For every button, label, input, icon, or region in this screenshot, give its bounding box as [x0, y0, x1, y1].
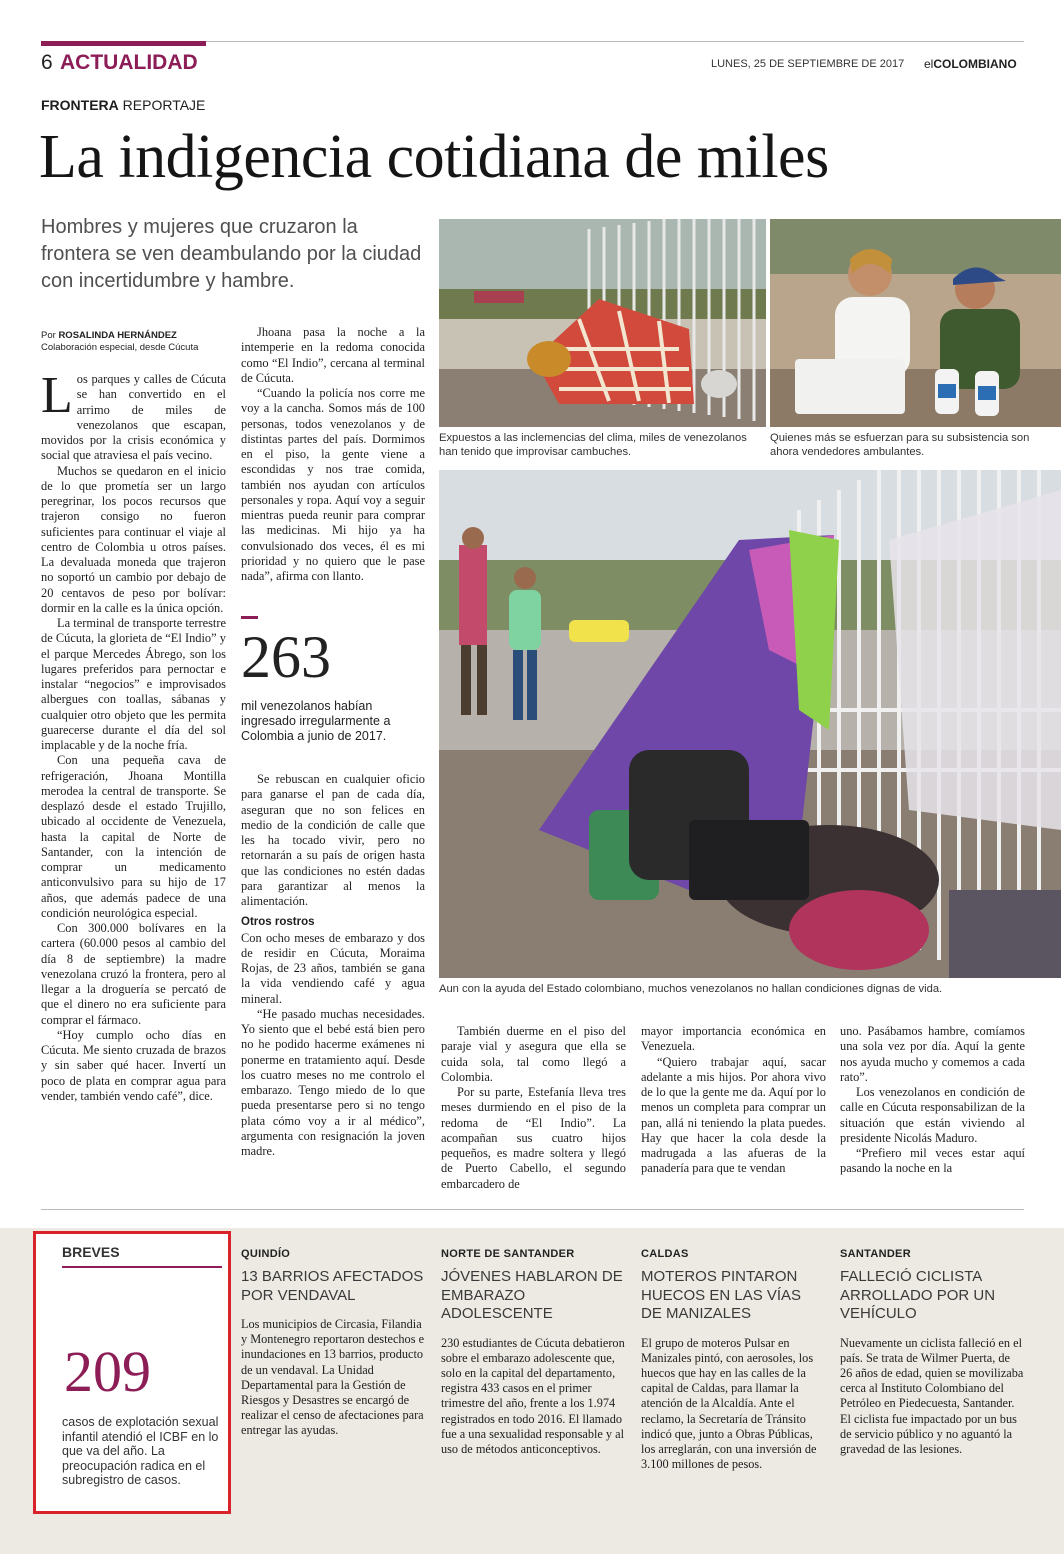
brief-item: [840, 1248, 1024, 1457]
brief-title: FALLECIÓ CICLISTA ARROLLADO POR UN VEHÍCULO: [840, 1268, 996, 1322]
photo-street-vendors: [770, 219, 1061, 427]
breves-label-underline: [62, 1266, 222, 1268]
paragraph: La terminal de transporte terrestre de Cúcuta, la glorieta de “El Indio” y el parque Mercedes Ábrego, son los lugares preferidos para pernoctar e instalar “negocios” e improvisados albergues con toallas, sábanas y cualquier otro objeto que les permita guarecerse durante el día del sol implacable y de la noche fría.: [41, 616, 226, 752]
dropcap-letter: L: [41, 367, 73, 424]
paragraph: [41, 367, 226, 464]
photo-3-caption: Aun con la ayuda del Estado colombiano, muchos venezolanos no hallan condiciones dignas de vida.: [439, 983, 943, 995]
article-column-4: [641, 1024, 826, 1177]
article-column-2-bottom: [241, 772, 425, 1159]
kicker-topic: FRONTERA: [41, 97, 119, 113]
paragraph: Se rebuscan en cualquier oficio para ganarse el pan de cada día, aseguran que no son felices en medio de la condición de calle que les ha tocado vivir, pero no retornarán a su país de origen hasta que las condiciones no estén dadas para garantizar al menos la alimentación.: [241, 772, 425, 908]
brief-region: SANTANDER: [840, 1248, 911, 1260]
brief-title: JÓVENES HABLARON DE EMBARAZO ADOLESCENTE: [441, 1268, 623, 1322]
paragraph: Muchos se quedaron en el inicio de lo que prometía ser un largo peregrinar, los pocos recursos que trajeron consigo no fueron suficientes para continuar el viaje al centro de Colombia u otros países. La devaluada moneda que trajeron no soportó un cambio por debajo de 20 centavos de peso por bolívar: dormir en la calle es la única opción.: [41, 463, 226, 615]
breves-stat-number: 209: [64, 1339, 151, 1404]
brief-region: QUINDÍO: [241, 1248, 291, 1260]
byline: [41, 330, 226, 354]
stat-number: 263: [241, 624, 331, 690]
paragraph: También duerme en el piso del paraje vial y asegura que ella se cuida sola, tal como llegó a Colombia.: [441, 1024, 626, 1084]
paragraph: Por su parte, Estefanía lleva tres meses durmiendo en el piso de la redoma de “El Indio”. La acompañan sus cuatro hijos pequeños, es madre soltera y llegó de Puerto Cabello, el segundo embarcadero de: [441, 1085, 626, 1191]
stat-accent-bar: [241, 616, 258, 619]
article-column-3: [441, 1024, 626, 1192]
byline-prefix: Por: [41, 330, 59, 341]
brief-item: [641, 1248, 826, 1472]
publication-date: LUNES, 25 DE SEPTIEMBRE DE 2017: [711, 58, 905, 70]
paragraph: “He pasado muchas necesidades. Yo siento que el bebé está bien pero no he podido hacerme exámenes ni ponerme en tratamiento aquí. Desde los cuatro meses no me controlo el embarazo. Tengo miedo de lo que pueda presentarse pero si no tengo plata cómo voy a ir al médico”, argumenta con resignación la joven madre.: [241, 1006, 425, 1158]
stat-description: mil venezolanos habían ingresado irregularmente a Colombia a junio de 2017.: [241, 699, 391, 743]
brief-item: [441, 1248, 626, 1457]
breves-top-rule: [41, 1209, 1024, 1210]
article-headline: La indigencia cotidiana de miles: [39, 123, 829, 191]
page-number: 6: [41, 51, 53, 74]
article-subhead: Hombres y mujeres que cruzaron la frontera se ven deambulando por la ciudad con incertidumbre y hambre.: [41, 216, 422, 292]
paragraph: uno. Pasábamos hambre, comíamos una sola vez por día. Aquí la gente nos ayuda mucho y comemos a cada rato”.: [840, 1024, 1025, 1084]
kicker-type: REPORTAJE: [118, 97, 206, 113]
article-column-2-top: [241, 325, 425, 584]
paragraph: Con una pequeña cava de refrigeración, Jhoana Montilla merodea la central de transporte. Se desplazó desde el estado Trujillo, ubicado al occidente de Venezuela, hasta la capital de Norte de Santander, con la intención de comprar un medicamento anticonvulsivo para su hijo de 17 años, que además padece de una condición neurológica especial.: [41, 753, 226, 920]
paragraph: “Cuando la policía nos corre me voy a la cancha. Somos más de 100 personas, todos venezolanos y de distintas partes del país. Dormimos en el piso, la gente viene a escondidas y nos trae comida, también nos ayudan con artículos personales y ropa. Aquí voy a seguir mientras pueda reunir para comprar las medicinas. Mi hijo ya ha convulsionado dos veces, él es mi prioridad y no quiero que le pase nada”, afirma con llanto.: [241, 386, 425, 583]
paragraph: Jhoana pasa la noche a la intemperie en la redoma conocida como “El Indio”, cercana al terminal de Cúcuta.: [241, 325, 425, 385]
article-kicker: [41, 97, 205, 113]
paragraph: Con ocho meses de embarazo y dos de residir en Cúcuta, Moraima Rojas, de 23 años, también se gana la vida vendiendo café y agua mineral.: [241, 930, 425, 1006]
article-column-1: [41, 367, 226, 1104]
photo-family-camp: [439, 470, 1061, 978]
photo-makeshift-shelters: [439, 219, 766, 427]
photo-2-caption: Quienes más se esfuerzan para su subsistencia son ahora vendedores ambulantes.: [770, 432, 1030, 458]
section-subheading: Otros rostros: [241, 916, 315, 929]
article-column-5: [840, 1024, 1025, 1177]
paragraph: “Prefiero mil veces estar aquí pasando la noche en la: [840, 1146, 1025, 1176]
paragraph: Con 300.000 bolívares en la cartera (60.000 pesos al cambio del día 8 de septiembre) la madre venezolana cruzó la frontera, pero al llegar a la droguería se percató de que el dinero no era suficiente para comprar el fármaco.: [41, 921, 226, 1027]
section-title: ACTUALIDAD: [60, 51, 198, 74]
paragraph: “Hoy cumplo ocho días en Cúcuta. Me siento cruzada de brazos y sin saber qué hacer. Invertí un poco de plata en comprar agua para vender, también vendo café”, dice.: [41, 1027, 226, 1103]
newspaper-brand: [924, 57, 1017, 71]
section-accent-bar: [41, 41, 206, 46]
brief-body: El grupo de moteros Pulsar en Manizales pintó, con aerosoles, los huecos que hay en las calles de la capital de Caldas, para llamar la atención de la Alcaldía. Ante el reclamo, la Secretaría de Tránsito indicó que, junto a Obras Públicas, los arreglarán, con una inversión de 3.100 millones de pesos.: [641, 1335, 817, 1472]
photo-makeshift-shelters-image: [439, 219, 766, 427]
brief-region: NORTE DE SANTANDER: [441, 1248, 575, 1260]
byline-author: ROSALINDA HERNÁNDEZ: [58, 330, 177, 341]
brief-body: 230 estudiantes de Cúcuta debatieron sobre el embarazo adolescente que, solo en la capital del departamento, registra 433 casos en el primer trimestre del año, frente a los 1.974 registrados en todo 2016. El llamado fue a una sexualidad responsable y al uso de métodos anticonceptivos.: [441, 1335, 625, 1456]
paragraph: Los venezolanos en condición de calle en Cúcuta responsabilizan de la situación que están viviendo al presidente Nicolás Maduro.: [840, 1085, 1025, 1145]
breves-label: BREVES: [62, 1244, 120, 1260]
paragraph: “Quiero trabajar aquí, sacar adelante a mis hijos. Por ahora vivo de lo que la gente me da. Aquí por lo menos un completa para comprar un pan, allá ni teniendo la plata puedes. Hay que hacer la cola desde la madrugada a las afueras de la panadería para que te vendan: [641, 1054, 826, 1176]
paragraph: mayor importancia económica en Venezuela.: [641, 1024, 826, 1054]
breves-stat-description: casos de explotación sexual infantil atendió el ICBF en lo que va del año. La preocupación radica en el subregistro de casos.: [62, 1415, 219, 1487]
brief-title: MOTEROS PINTARON HUECOS EN LAS VÍAS DE MANIZALES: [641, 1268, 802, 1322]
brief-title: 13 BARRIOS AFECTADOS POR VENDAVAL: [241, 1268, 424, 1304]
brand-name: COLOMBIANO: [933, 57, 1017, 71]
photo-street-vendors-image: [770, 219, 1061, 427]
photo-1-caption: Expuestos a las inclemencias del clima, miles de venezolanos han tenido que improvisar cambuches.: [439, 432, 747, 458]
brief-item: [241, 1248, 425, 1439]
byline-author-line: [41, 330, 226, 342]
brief-region: CALDAS: [641, 1248, 689, 1260]
photo-family-camp-image: [439, 470, 1061, 978]
paragraph-text: os parques y calles de Cúcuta se han convertido en el arrimo de miles de venezolanos que escapan, movidos por la crisis económica y social que atraviesa el país vecino.: [41, 372, 226, 463]
brand-prefix: el: [924, 57, 934, 71]
brief-body: Nuevamente un ciclista falleció en el país. Se trata de Wilmer Puerta, de 26 años de edad, quien se movilizaba cerca al Instituto Colombiano del Petróleo en Piedecuesta, Santander. El ciclista fue impactado por un bus de servicio público y no aguantó la gravedad de las lesiones.: [840, 1335, 1024, 1456]
brief-body: Los municipios de Circasia, Filandia y Montenegro reportaron destechos e inundaciones en 13 barrios, producto de un vendaval. La Unidad Departamental para la Gestión de Riesgos y Desastres se encargó de realizar el censo de afectaciones para entregar las ayudas.: [241, 1317, 425, 1438]
byline-role: Colaboración especial, desde Cúcuta: [41, 342, 199, 353]
